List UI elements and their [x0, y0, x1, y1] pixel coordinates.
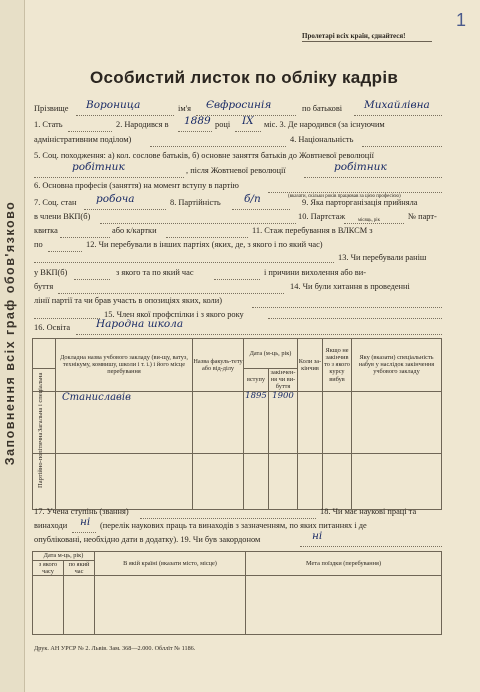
edu-col-finished: Коли за-кінчив	[298, 339, 323, 392]
label-works-list: (перелік наукових праць та винаходів з зазначенням, по яких питаннях і де	[100, 521, 367, 530]
label-social-origin: 5. Соц. походження: а) кол. соcлове батьків, б) основне заняття батьків до Жовтневої революції	[34, 151, 374, 160]
edu-col-dropped: Якщо не закінчив то з якого курсу вибув	[323, 339, 352, 392]
travel-table	[32, 551, 442, 635]
travel-col-to: по який час	[64, 561, 95, 576]
edu-row-general-label: Загальна і спеціальна	[37, 372, 44, 432]
edu-row-general	[33, 391, 442, 453]
side-vertical-text: Заповнення всіх граф обов'язково	[3, 200, 17, 466]
underline	[72, 532, 96, 533]
edu-col-faculty: Назва факуль-тету або від-ділу	[193, 339, 244, 392]
hw-edu-from: 1895	[245, 390, 267, 401]
underline	[166, 237, 248, 238]
underline	[48, 251, 82, 252]
label-scientific-works: 18. Чи має наукові праці та	[320, 507, 417, 516]
hw-patronymic: Михайлівна	[364, 99, 430, 111]
underline	[34, 177, 184, 178]
label-party-org: 9. Яка парторганізація прийняла	[302, 198, 418, 207]
print-footer: Друк. АН УРСР № 2. Львів. Зам. 368—2.000. Обллїт № 1186.	[34, 645, 196, 652]
label-departure: буття	[34, 282, 54, 291]
underline	[268, 192, 442, 193]
label-born: 2. Народився в	[116, 120, 169, 129]
label-from-when: з якого та по який час	[116, 268, 194, 277]
underline	[34, 262, 334, 263]
label-name: ім'я	[178, 104, 191, 113]
hw-birth-year: 1889	[184, 115, 211, 127]
hw-social-status: робоча	[96, 193, 135, 205]
slogan-underline	[302, 41, 432, 42]
note-profession: (вказати, скільки років працював за цією професією)	[288, 194, 401, 199]
label-party: 8. Партійність	[170, 198, 221, 207]
hw-origin-after: робітник	[334, 161, 387, 173]
underline	[76, 334, 442, 335]
label-after-revolution: , після Жовтневої революції	[186, 166, 286, 175]
label-social-status: 7. Соц. стан	[34, 198, 77, 207]
underline	[300, 546, 442, 547]
underline	[34, 318, 100, 319]
edu-col-leave: закінчен-ня чи ви-буття	[269, 369, 298, 392]
slogan: Пролетарі всіх країн, єднайтеся!	[302, 32, 406, 40]
underline	[235, 131, 261, 132]
underline	[84, 209, 166, 210]
page-number: 1	[455, 10, 466, 30]
edu-col-date: Дата (м-ць, рік)	[244, 339, 298, 369]
underline	[354, 115, 442, 116]
label-sex: 1. Стать	[34, 120, 63, 129]
label-surname: Прізвище	[34, 104, 69, 113]
underline	[150, 146, 286, 147]
travel-col-date: Дата м-ць, рік)	[33, 552, 95, 561]
label-inventions: винаходи	[34, 521, 68, 530]
underline	[74, 279, 110, 280]
note-month-year: місяць, рік	[358, 218, 380, 223]
hw-school: Станиславів	[62, 391, 131, 403]
line-name	[34, 104, 68, 113]
travel-col-from: з якого часу	[33, 561, 64, 576]
label-member-vkp: в члени ВКП(б)	[34, 212, 91, 221]
underline	[58, 293, 284, 294]
label-opposition: лінії партії та чи брав участь в опозиціях яких, коли)	[34, 296, 222, 305]
underline	[268, 318, 442, 319]
hw-name: Євфросинія	[206, 99, 272, 111]
label-other-parties: 12. Чи перебували в інших партіях (яких, де, з якого і по який час)	[86, 240, 323, 249]
hw-surname: Вороница	[86, 99, 141, 111]
label-year: році	[215, 120, 231, 129]
hw-works: ні	[80, 516, 91, 528]
hw-education: Народна школа	[96, 318, 184, 330]
edu-row-political-label: Партійно-політична	[37, 432, 44, 488]
underline	[178, 131, 212, 132]
label-card: квитка	[34, 226, 58, 235]
label-party-tenure: 10. Партстаж	[298, 212, 346, 221]
hw-abroad: ні	[312, 530, 323, 542]
form-title: Особистий листок по обліку кадрів	[90, 68, 399, 87]
label-education: 16. Освіта	[34, 323, 71, 332]
label-birthplace: міс. 3. Де народився (за існуючим	[264, 120, 385, 129]
label-profession: 6. Основна професія (заняття) на момент вступу в партію	[34, 181, 239, 190]
underline	[60, 237, 110, 238]
label-komsomol: 11. Стаж перебування в ВЛКСМ з	[252, 226, 373, 235]
label-hesitations: 14. Чи були хитання в проведенні	[290, 282, 410, 291]
label-candidate-card: або к/картки	[112, 226, 157, 235]
underline	[68, 131, 112, 132]
hw-birth-month: IX	[242, 115, 254, 127]
underline	[76, 115, 174, 116]
edu-row-political	[33, 453, 442, 509]
underline	[214, 279, 260, 280]
label-vkp-earlier: у ВКП(б)	[34, 268, 68, 277]
edu-col-institution: Докладна назва учбового закладу (ви-щу, ватуз, технікуму, комвишу, школи і т. і.) і його місце перебування	[56, 339, 193, 392]
hw-origin-before: робітник	[72, 161, 125, 173]
underline	[362, 146, 442, 147]
label-to: по	[34, 240, 43, 249]
underline	[232, 209, 290, 210]
underline	[252, 307, 442, 308]
label-previously: 13. Чи перебували раніш	[338, 253, 427, 262]
hw-party: б/п	[244, 193, 261, 205]
edu-col-specialty: Яку (вказати) спеціальність набув у наслідок закінчення учбового закладу	[352, 339, 442, 392]
travel-row	[33, 576, 442, 635]
underline	[140, 518, 316, 519]
underline	[304, 177, 442, 178]
label-patronymic: по батькові	[302, 104, 343, 113]
hw-edu-to: 1900	[272, 390, 294, 401]
travel-col-purpose: Мета поїздки (перебування)	[246, 552, 442, 576]
label-card-no: № парт-	[408, 212, 437, 221]
label-reasons: і причини вихолення або ви-	[264, 268, 366, 277]
label-published-abroad: опубліковані, необхідно дати в додатку). 19. Чи був закордоном	[34, 535, 261, 544]
underline	[344, 223, 404, 224]
label-nationality: 4. Національність	[290, 135, 354, 144]
label-trade-union: 15. Член якої профспілки і з якого року	[104, 310, 244, 319]
label-degree: 17. Учена ступінь (звання)	[34, 507, 129, 516]
underline	[100, 223, 296, 224]
edu-col-entry: вступу	[244, 369, 269, 392]
label-admin-division: адміністративним поділом)	[34, 135, 132, 144]
travel-col-country: В якій країні (вказати місто, місце)	[95, 552, 246, 576]
education-table	[32, 338, 442, 510]
